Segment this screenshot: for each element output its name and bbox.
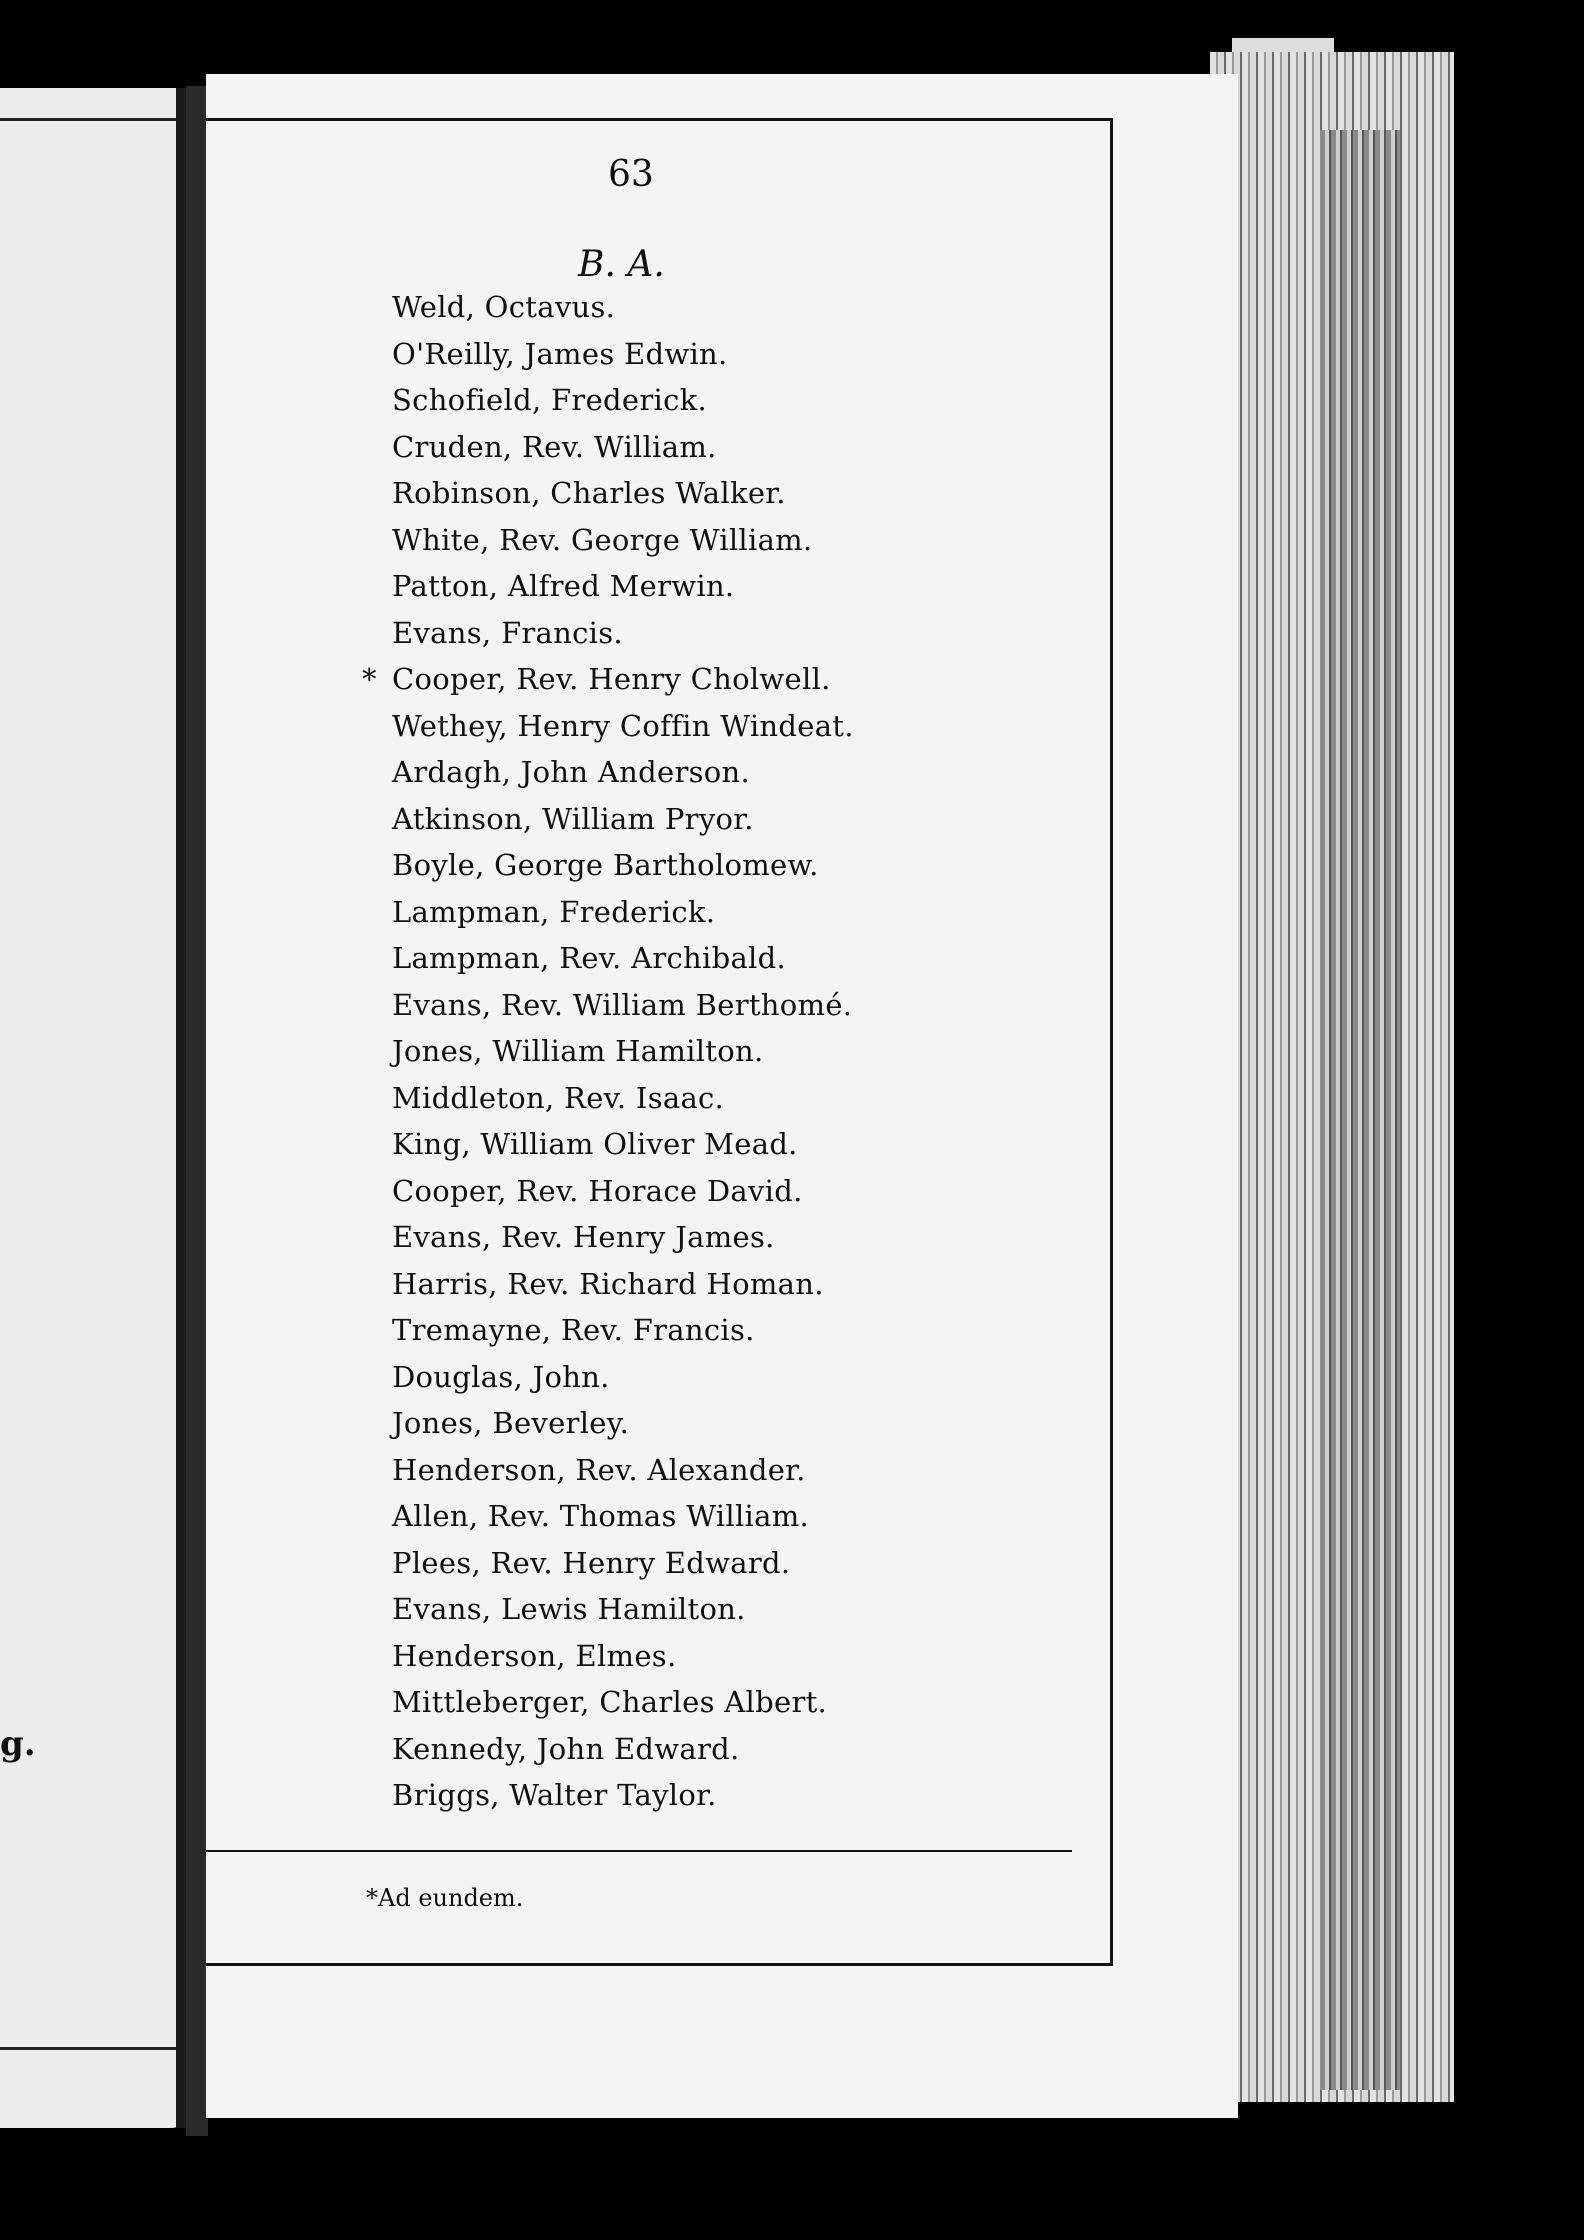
name-text: Cooper, Rev. Horace David.	[392, 1173, 803, 1208]
name-text: Kennedy, John Edward.	[392, 1731, 740, 1766]
right-page	[206, 74, 1238, 2118]
list-item	[392, 563, 854, 610]
name-text: Douglas, John.	[392, 1359, 610, 1394]
list-item	[392, 1726, 854, 1773]
section-heading: B. A.	[578, 244, 665, 285]
name-text: Jones, Beverley.	[392, 1406, 630, 1440]
names-list	[362, 284, 854, 1819]
name-text: Evans, Lewis Hamilton.	[392, 1592, 746, 1626]
name-text: Lampman, Rev. Archibald.	[392, 941, 786, 975]
list-item	[392, 982, 854, 1029]
footnote-rule	[206, 1850, 1072, 1852]
name-text: Weld, Octavus.	[392, 290, 616, 324]
list-item	[392, 1493, 854, 1540]
name-text: King, William Oliver Mead.	[392, 1127, 798, 1161]
list-item	[392, 1354, 854, 1401]
left-page	[0, 88, 186, 2128]
name-text: Schofield, Frederick.	[392, 383, 708, 417]
name-text: Henderson, Rev. Alexander.	[392, 1452, 806, 1487]
name-text: White, Rev. George William.	[392, 522, 813, 557]
name-text: Briggs, Walter Taylor.	[392, 1778, 717, 1812]
name-text: Henderson, Elmes.	[392, 1638, 677, 1673]
name-text: Boyle, George Bartholomew.	[392, 848, 819, 882]
list-item	[392, 470, 854, 517]
name-text: Wethey, Henry Coffin Windeat.	[392, 708, 854, 743]
book-spine	[186, 86, 208, 2136]
list-item	[392, 1633, 854, 1680]
list-item	[392, 1772, 854, 1819]
list-item	[392, 424, 854, 471]
list-item	[392, 1121, 854, 1168]
list-item	[392, 889, 854, 936]
list-item	[392, 1586, 854, 1633]
list-item	[392, 1075, 854, 1122]
page-number: 63	[608, 154, 654, 195]
name-text: Lampman, Frederick.	[392, 894, 716, 929]
name-text: Mittleberger, Charles Albert.	[392, 1685, 828, 1719]
name-text: Ardagh, John Anderson.	[392, 755, 751, 789]
list-item	[392, 1307, 854, 1354]
list-item	[392, 284, 854, 331]
list-item	[392, 842, 854, 889]
name-text: Allen, Rev. Thomas William.	[392, 1499, 810, 1533]
name-text: Harris, Rev. Richard Homan.	[392, 1266, 824, 1301]
name-text: O'Reilly, James Edwin.	[392, 336, 728, 371]
list-item	[392, 1679, 854, 1726]
name-text: Cooper, Rev. Henry Cholwell.	[392, 662, 831, 696]
list-item	[392, 1447, 854, 1494]
name-text: Cruden, Rev. William.	[392, 429, 717, 464]
list-item	[392, 377, 854, 424]
list-item	[392, 749, 854, 796]
footnote: *Ad eundem.	[366, 1884, 524, 1912]
page-edges-shadow	[1320, 130, 1400, 2090]
name-text: Evans, Rev. Henry James.	[392, 1220, 775, 1254]
list-item	[392, 1028, 854, 1075]
list-item	[392, 1261, 854, 1308]
name-text: Middleton, Rev. Isaac.	[392, 1080, 725, 1115]
name-text: Evans, Rev. William Berthomé.	[392, 987, 853, 1022]
list-item	[362, 656, 854, 703]
name-text: Evans, Francis.	[392, 615, 623, 650]
list-item	[392, 1540, 854, 1587]
name-text: Tremayne, Rev. Francis.	[392, 1313, 755, 1347]
name-text: Robinson, Charles Walker.	[392, 476, 786, 510]
name-text: Jones, William Hamilton.	[392, 1034, 764, 1068]
left-page-gutter	[176, 88, 186, 2128]
name-text: Patton, Alfred Merwin.	[392, 569, 735, 603]
list-item	[392, 331, 854, 378]
left-page-bottom-rule	[0, 2047, 186, 2050]
list-item	[392, 935, 854, 982]
list-item	[392, 1400, 854, 1447]
name-text: Atkinson, William Pryor.	[392, 801, 754, 836]
name-text: Plees, Rev. Henry Edward.	[392, 1545, 791, 1580]
list-item	[392, 610, 854, 657]
list-item	[392, 1168, 854, 1215]
asterisk-marker: *	[362, 662, 377, 696]
list-item	[392, 1214, 854, 1261]
list-item	[392, 796, 854, 843]
left-page-top-rule	[0, 118, 186, 121]
left-page-text-fragment: g.	[0, 1724, 36, 1764]
list-item	[392, 517, 854, 564]
list-item	[392, 703, 854, 750]
